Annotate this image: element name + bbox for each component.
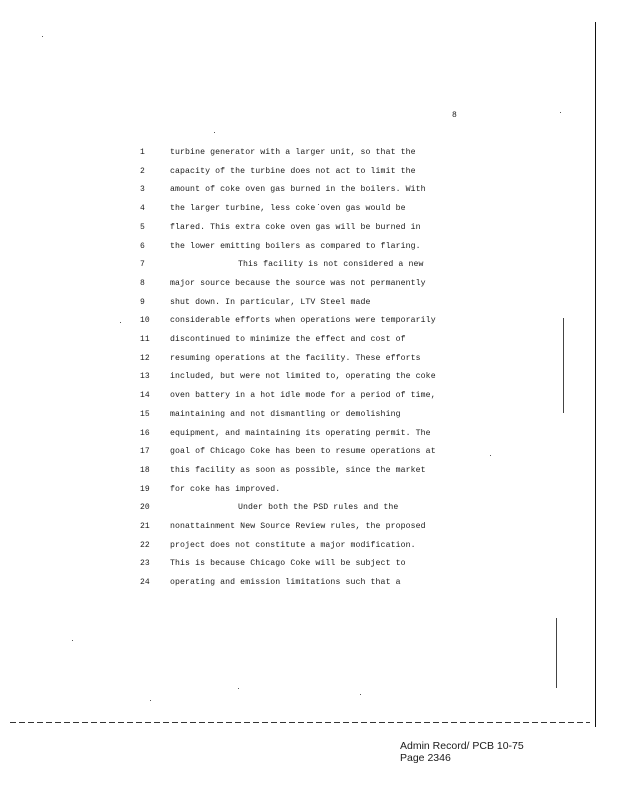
transcript-line bbox=[0, 559, 618, 573]
transcript-line bbox=[0, 298, 618, 312]
line-number: 7 bbox=[140, 260, 145, 270]
transcript-line bbox=[0, 316, 618, 330]
line-text: flared. This extra coke oven gas will be burned in bbox=[170, 222, 421, 232]
line-text: resuming operations at the facility. These efforts bbox=[170, 353, 421, 363]
line-text: goal of Chicago Coke has been to resume operations at bbox=[170, 447, 436, 457]
bates-page: Page 2346 bbox=[400, 752, 451, 764]
line-number: 6 bbox=[140, 241, 145, 251]
line-number: 18 bbox=[140, 465, 150, 475]
transcript-line bbox=[0, 466, 618, 480]
line-text: nonattainment New Source Review rules, the proposed bbox=[170, 522, 426, 531]
scan-speck bbox=[238, 688, 239, 689]
line-text: capacity of the turbine does not act to limit the bbox=[170, 166, 416, 176]
transcript-line bbox=[0, 185, 618, 199]
line-number: 8 bbox=[140, 278, 145, 288]
bates-stamp bbox=[400, 740, 524, 764]
line-number: 4 bbox=[140, 204, 145, 214]
line-text: project does not constitute a major modification. bbox=[170, 540, 416, 550]
scan-speck bbox=[360, 694, 361, 695]
transcript-line bbox=[0, 167, 618, 181]
transcript-line bbox=[0, 148, 618, 162]
scan-speck bbox=[150, 700, 151, 701]
line-text: major source because the source was not permanently bbox=[170, 278, 426, 288]
scan-speck bbox=[560, 112, 561, 113]
transcript-line bbox=[0, 485, 618, 499]
line-number: 11 bbox=[140, 335, 150, 344]
line-number: 16 bbox=[140, 428, 150, 438]
line-text: for coke has improved. bbox=[170, 484, 281, 494]
transcript-line bbox=[0, 260, 618, 274]
line-text: shut down. In particular, LTV Steel made bbox=[170, 297, 371, 307]
transcript-line bbox=[0, 429, 618, 443]
line-number: 5 bbox=[140, 222, 145, 232]
line-text: the lower emitting boilers as compared to flaring. bbox=[170, 241, 421, 251]
line-number: 13 bbox=[140, 372, 150, 382]
transcript-line bbox=[0, 447, 618, 461]
transcript-line bbox=[0, 204, 618, 218]
line-text: This is because Chicago Coke will be subject to bbox=[170, 559, 406, 569]
transcript-line bbox=[0, 541, 618, 555]
line-text: oven battery in a hot idle mode for a period of time, bbox=[170, 391, 436, 401]
scan-speck bbox=[214, 132, 215, 133]
line-text: Under both the PSD rules and the bbox=[238, 503, 399, 513]
line-number: 2 bbox=[140, 166, 145, 176]
transcript-line bbox=[0, 522, 618, 536]
transcript-line bbox=[0, 335, 618, 349]
page-number: 8 bbox=[452, 111, 457, 120]
transcript-line bbox=[0, 410, 618, 424]
line-number: 22 bbox=[140, 540, 150, 550]
line-text: considerable efforts when operations were temporarily bbox=[170, 316, 436, 326]
line-text: this facility as soon as possible, since the market bbox=[170, 465, 426, 475]
line-text: discontinued to minimize the effect and cost of bbox=[170, 335, 406, 344]
line-text: turbine generator with a larger unit, so that the bbox=[170, 148, 416, 157]
line-number: 17 bbox=[140, 447, 150, 457]
line-number: 10 bbox=[140, 316, 150, 326]
line-text: included, but were not limited to, operating the coke bbox=[170, 372, 436, 382]
line-number: 23 bbox=[140, 559, 150, 569]
line-number: 3 bbox=[140, 185, 145, 195]
right-margin-rule-fragment bbox=[556, 618, 557, 688]
line-text: This facility is not considered a new bbox=[238, 260, 424, 270]
line-text: the larger turbine, less coke oven gas would be bbox=[170, 204, 406, 214]
transcript-line bbox=[0, 578, 618, 592]
line-number: 21 bbox=[140, 522, 150, 531]
transcript-line bbox=[0, 242, 618, 256]
line-number: 9 bbox=[140, 297, 145, 307]
bottom-rule bbox=[10, 722, 590, 723]
transcript-line bbox=[0, 372, 618, 386]
transcript-line bbox=[0, 354, 618, 368]
line-number: 1 bbox=[140, 148, 145, 157]
line-number: 19 bbox=[140, 484, 150, 494]
transcript-line bbox=[0, 391, 618, 405]
transcript-line bbox=[0, 503, 618, 517]
line-number: 24 bbox=[140, 578, 150, 588]
line-number: 20 bbox=[140, 503, 150, 513]
scan-speck bbox=[72, 640, 73, 641]
line-text: equipment, and maintaining its operating permit. The bbox=[170, 428, 431, 438]
line-text: operating and emission limitations such that a bbox=[170, 578, 401, 588]
line-number: 15 bbox=[140, 409, 150, 419]
transcript-line bbox=[0, 223, 618, 237]
scan-speck bbox=[42, 36, 43, 37]
transcript-line bbox=[0, 279, 618, 293]
bates-record: Admin Record/ PCB 10-75 bbox=[400, 740, 524, 752]
line-number: 14 bbox=[140, 391, 150, 401]
line-number: 12 bbox=[140, 353, 150, 363]
line-text: maintaining and not dismantling or demolishing bbox=[170, 409, 401, 419]
line-text: amount of coke oven gas burned in the boilers. With bbox=[170, 185, 426, 195]
